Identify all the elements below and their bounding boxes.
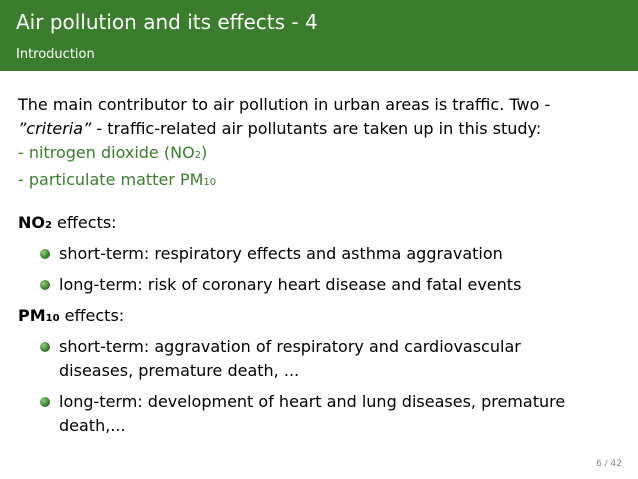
no2-label: NO — [18, 213, 45, 232]
no2-effects-section — [18, 211, 618, 297]
list-item — [40, 242, 618, 266]
slide-subtitle: Introduction — [16, 47, 95, 62]
pm10-effects-heading — [18, 304, 618, 331]
pollutant-pm10-text: - particulate matter PM — [18, 170, 204, 189]
list-item-text: long-term: development of heart and lung diseases, premature death,... — [59, 392, 566, 435]
list-item-text: short-term: aggravation of respiratory and cardiovascular diseases, premature death, ... — [59, 337, 521, 380]
slide-title: Air pollution and its effects - 4 — [16, 10, 318, 34]
list-item — [40, 273, 618, 297]
list-item-text: long-term: risk of coronary heart disease and fatal events — [59, 275, 522, 294]
list-item — [40, 390, 579, 438]
bullet-icon — [40, 249, 50, 259]
criteria-term: ”criteria” — [18, 119, 92, 138]
list-item — [40, 335, 579, 383]
intro-line-1: The main contributor to air pollution in urban areas is traffic. Two - — [18, 95, 551, 114]
pollutant-no2-subscript: 2 — [194, 150, 202, 161]
pollutant-item-pm10 — [18, 168, 618, 195]
intro-line-2-text: - traffic-related air pollutants are taken up in this study: — [91, 119, 542, 138]
bullet-icon — [40, 397, 50, 407]
pm10-effects-section — [18, 304, 618, 438]
slide-header — [0, 0, 638, 71]
no2-label-suffix: effects: — [51, 213, 117, 232]
pollutant-no2-suffix: ) — [201, 143, 208, 162]
bullet-icon — [40, 342, 50, 352]
pm10-label: PM — [18, 306, 46, 325]
pm10-label-subscript: 10 — [45, 313, 60, 324]
no2-effects-heading — [18, 211, 618, 238]
slide-content — [18, 93, 618, 445]
pollutant-pm10-subscript: 10 — [203, 177, 217, 188]
bullet-icon — [40, 280, 50, 290]
pollutant-item-no2 — [18, 141, 618, 168]
list-item-text: short-term: respiratory effects and asthma aggravation — [59, 244, 503, 263]
no2-label-subscript: 2 — [45, 220, 52, 231]
pm10-effects-list — [18, 335, 618, 438]
pm10-label-suffix: effects: — [59, 306, 125, 325]
no2-effects-list — [18, 242, 618, 297]
pollutant-no2-text: - nitrogen dioxide (NO — [18, 143, 195, 162]
intro-line-2 — [18, 117, 618, 141]
page-number: 6 / 42 — [596, 459, 622, 469]
